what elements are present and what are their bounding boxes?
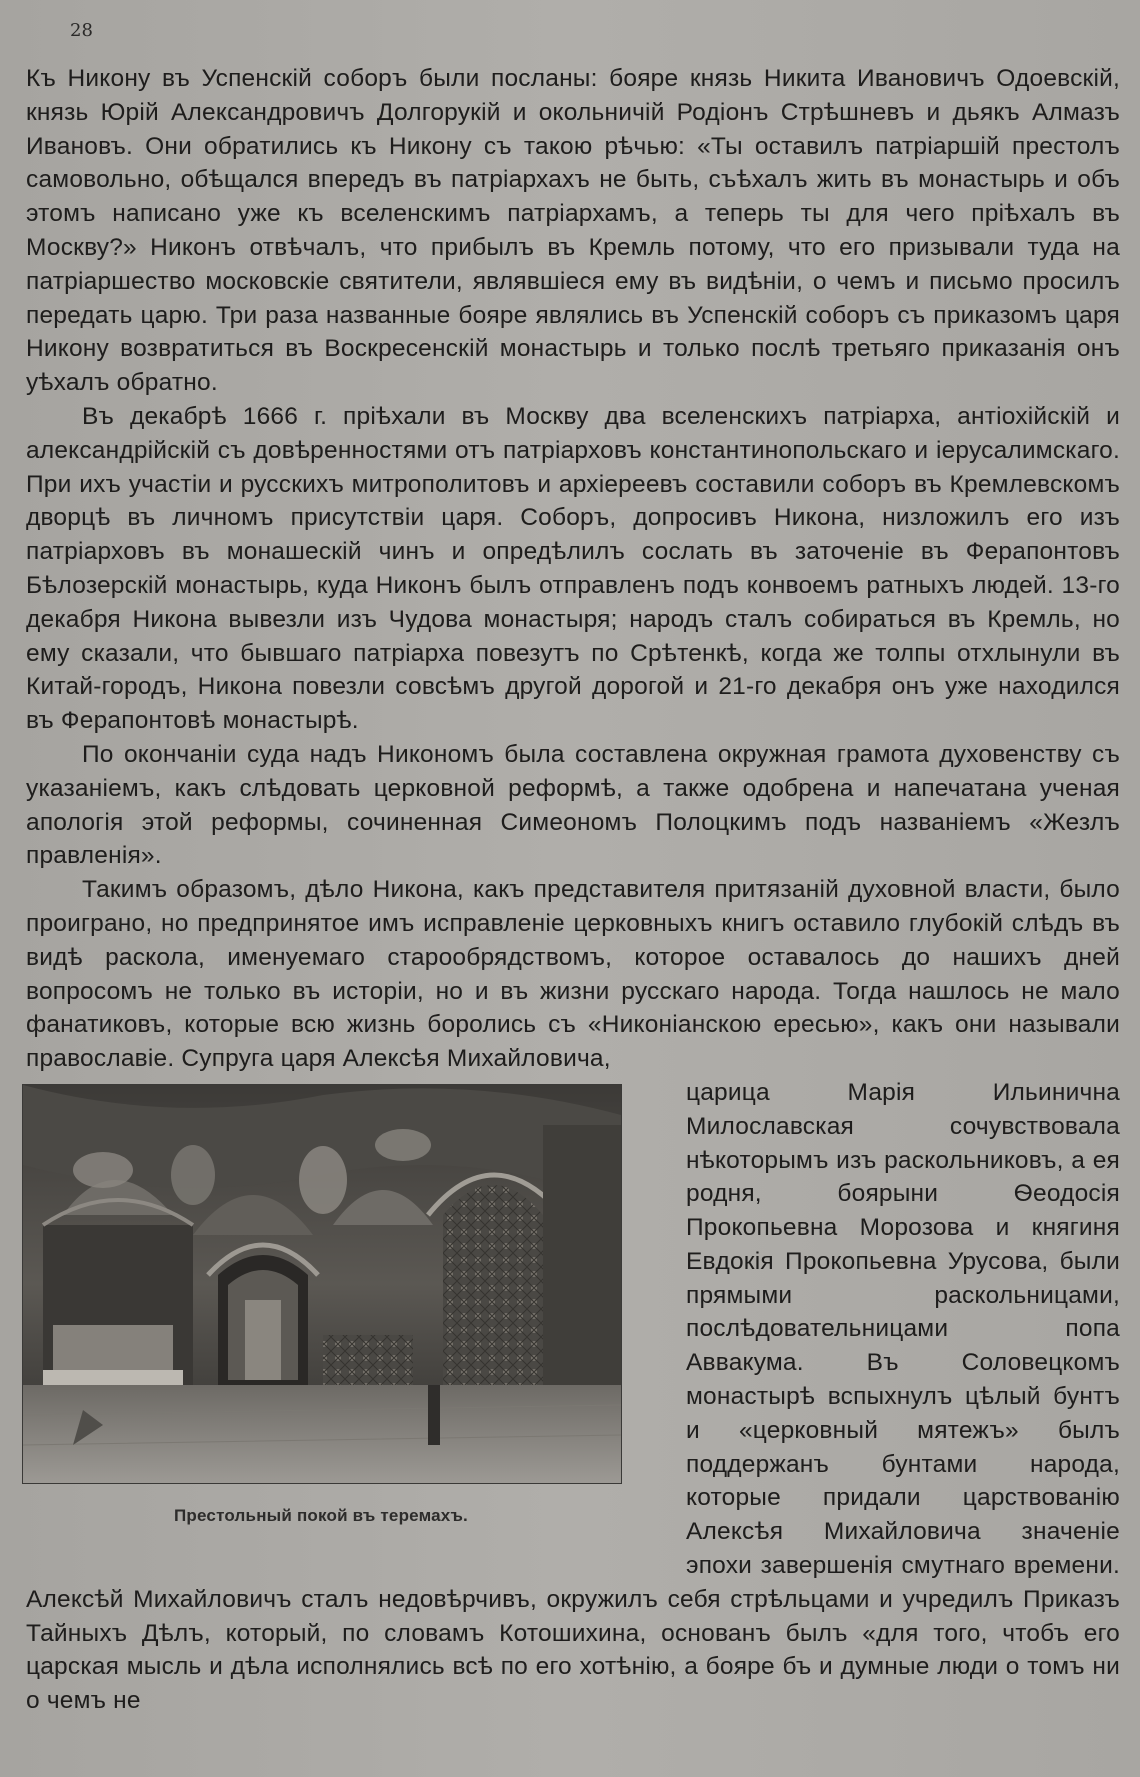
paragraph-4-continued: царица Марія Ильинична Милославская сочувствовала нѣкоторымъ изъ раскольниковъ, а ея родня, боярыни Ѳеодосія Прокопьевна Морозова и княгиня Евдокія Прокопьевна Урусова, были прямыми раскольницами, послѣдовательницами попа Аввакума. Въ Соловецкомъ монастырѣ вспыхнулъ цѣлый бунтъ и «церковный мятежъ» былъ поддержанъ бунтами народа, которые придали царствованію Алексѣя Михайловича значеніе эпохи завершенія смутнаго времени. Алексѣй Михайловичъ сталъ недовѣрчивъ, окружилъ себя стрѣльцами и учредилъ Приказъ Тайныхъ Дѣлъ, который, по словамъ Котошихина, основанъ былъ «для того, чтобъ его царская мысль и дѣла исполнялись всѣ по его хотѣнію, а бояре бъ и думные люди о томъ ни о чемъ не — [26, 1078, 1120, 1715]
figure — [22, 1084, 652, 1558]
figure-caption: Престольный покой въ теремахъ. — [174, 1505, 468, 1525]
paragraph-4: Такимъ образомъ, дѣло Никона, какъ представителя притязаній духовной власти, было проиграно, но предпринятое имъ исправленіе церковныхъ книгъ оставило глубокій слѣдъ въ видѣ раскола, именуемаго старообрядствомъ, которое оставалось до нашихъ дней вопросомъ не только въ исторіи, но и въ жизни русскаго народа. Тогда нашлось не мало фанатиковъ, которые всю жизнь боролись съ «Никоніанскою ересью», какъ они называли православіе. Супруга царя Алексѣя Михайловича, — [26, 876, 1120, 1073]
paragraph-1: Къ Никону въ Успенскій соборъ были посланы: бояре князь Никита Ивановичъ Одоевскій, князь Юрій Александровичъ Долгорукій и окольничій Родіонъ Стрѣшневъ и дьякъ Алмазъ Ивановъ. Они обратились къ Никону съ такою рѣчью: «Ты оставилъ патріаршій престолъ самовольно, обѣщался впередъ въ патріархахъ не быть, съѣхалъ жить въ монастырь и объ этомъ написано уже къ вселенскимъ патріархамъ, а теперь ты для чего пріѣхалъ въ Москву?» Никонъ отвѣчалъ, что прибылъ въ Кремль потому, что его призывали туда на патріаршество московскіе святители, являвшіеся ему въ видѣніи, о чемъ и письмо просилъ передать царю. Три раза названные бояре являлись въ Успенскій соборъ съ приказомъ царя Никону возвратиться въ Воскресенскій монастырь и только послѣ третьяго приказанія онъ уѣхалъ обратно. — [26, 65, 1120, 397]
paragraph-3: По окончаніи суда надъ Никономъ была составлена окружная грамота духовенству съ указаніемъ, какъ слѣдовать церковной реформѣ, а также одобрена и напечатана ученая апологія этой реформы, сочиненная Симеономъ Полоцкимъ подъ названіемъ «Жезлъ правленія». — [26, 740, 1120, 870]
throne-room-illustration — [23, 1085, 621, 1483]
throne-room-photo — [22, 1084, 622, 1484]
body-text — [26, 62, 1120, 1718]
page-number: 28 — [70, 20, 93, 41]
paragraph-2: Въ декабрѣ 1666 г. пріѣхали въ Москву два вселенскихъ патріарха, антіохійскій и александрійскій съ довѣренностями отъ патріарховъ константинопольскаго и іерусалимскаго. При ихъ участіи и русскихъ митрополитовъ и архіереевъ составили соборъ въ Кремлевскомъ дворцѣ въ личномъ присутствіи царя. Соборъ, допросивъ Никона, низложилъ его изъ патріарховъ въ монашескій чинъ и опредѣлилъ сослать въ заточеніе въ Ферапонтовъ Бѣлозерскій монастырь, куда Никонъ былъ отправленъ подъ конвоемъ ратныхъ людей. 13-го декабря Никона вывезли изъ Чудова монастыря; народъ сталъ собираться въ Кремль, но ему сказали, что бывшаго патріарха повезутъ по Срѣтенкѣ, когда же толпы отхлынули въ Китай-городъ, Никона повезли совсѣмъ другой дорогой и 21-го декабря онъ уже находился въ Ферапонтовѣ монастырѣ. — [26, 402, 1120, 735]
